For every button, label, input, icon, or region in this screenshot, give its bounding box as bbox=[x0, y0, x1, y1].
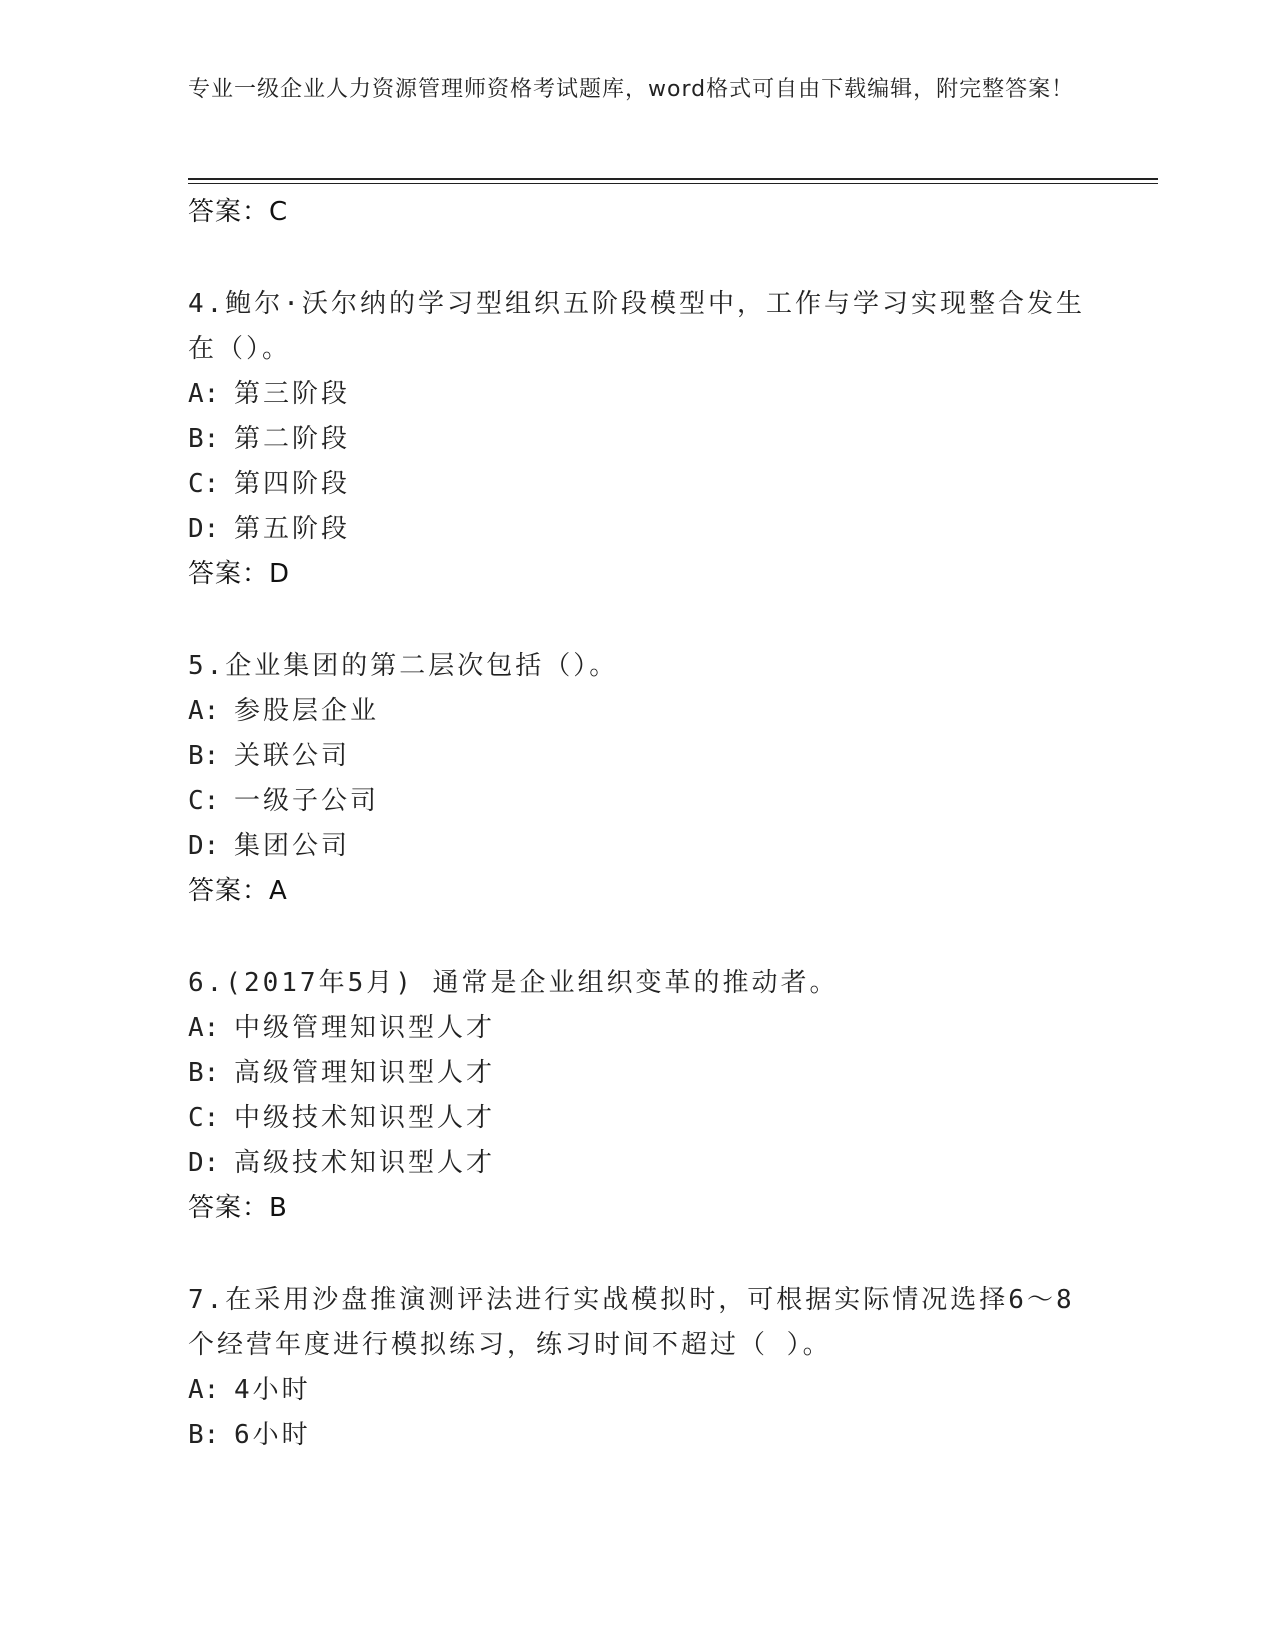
document-header: 专业一级企业人力资源管理师资格考试题库，word格式可自由下载编辑，附完整答案！ bbox=[188, 77, 1075, 102]
option-d: D: 高级技术知识型人才 bbox=[188, 1148, 496, 1178]
header-divider-thick bbox=[188, 178, 1158, 180]
question-text: 7.在采用沙盘推演测评法进行实战模拟时，可根据实际情况选择6～8个经营年度进行模拟练习，练习时间不超过（ ）。 bbox=[188, 1285, 1075, 1360]
option-b: B: 高级管理知识型人才 bbox=[188, 1058, 496, 1088]
option-a: A: 参股层企业 bbox=[188, 696, 380, 726]
answer-label: 答案：A bbox=[188, 876, 288, 906]
answer-label: 答案：B bbox=[188, 1193, 288, 1223]
option-a: A: 4小时 bbox=[188, 1375, 311, 1405]
question-text: 6.(2017年5月) 通常是企业组织变革的推动者。 bbox=[188, 968, 839, 998]
question-list bbox=[188, 190, 1088, 1458]
question-block bbox=[188, 644, 1088, 913]
option-a: A: 中级管理知识型人才 bbox=[188, 1013, 496, 1043]
option-d: D: 集团公司 bbox=[188, 831, 351, 861]
option-d: D: 第五阶段 bbox=[188, 514, 351, 544]
option-a: A: 第三阶段 bbox=[188, 379, 351, 409]
option-c: C: 一级子公司 bbox=[188, 786, 380, 816]
option-b: B: 关联公司 bbox=[188, 741, 351, 771]
option-b: B: 6小时 bbox=[188, 1420, 311, 1450]
option-b: B: 第二阶段 bbox=[188, 424, 351, 454]
question-block bbox=[188, 282, 1088, 596]
question-text: 5.企业集团的第二层次包括（）。 bbox=[188, 651, 619, 681]
answer-label: 答案：C bbox=[188, 197, 289, 227]
answer-label: 答案：D bbox=[188, 559, 291, 589]
question-text: 4.鲍尔·沃尔纳的学习型组织五阶段模型中，工作与学习实现整合发生在（）。 bbox=[188, 289, 1085, 364]
header-divider-thin bbox=[188, 183, 1158, 184]
option-c: C: 第四阶段 bbox=[188, 469, 351, 499]
question-block bbox=[188, 961, 1088, 1230]
question-block bbox=[188, 1278, 1088, 1458]
option-c: C: 中级技术知识型人才 bbox=[188, 1103, 496, 1133]
